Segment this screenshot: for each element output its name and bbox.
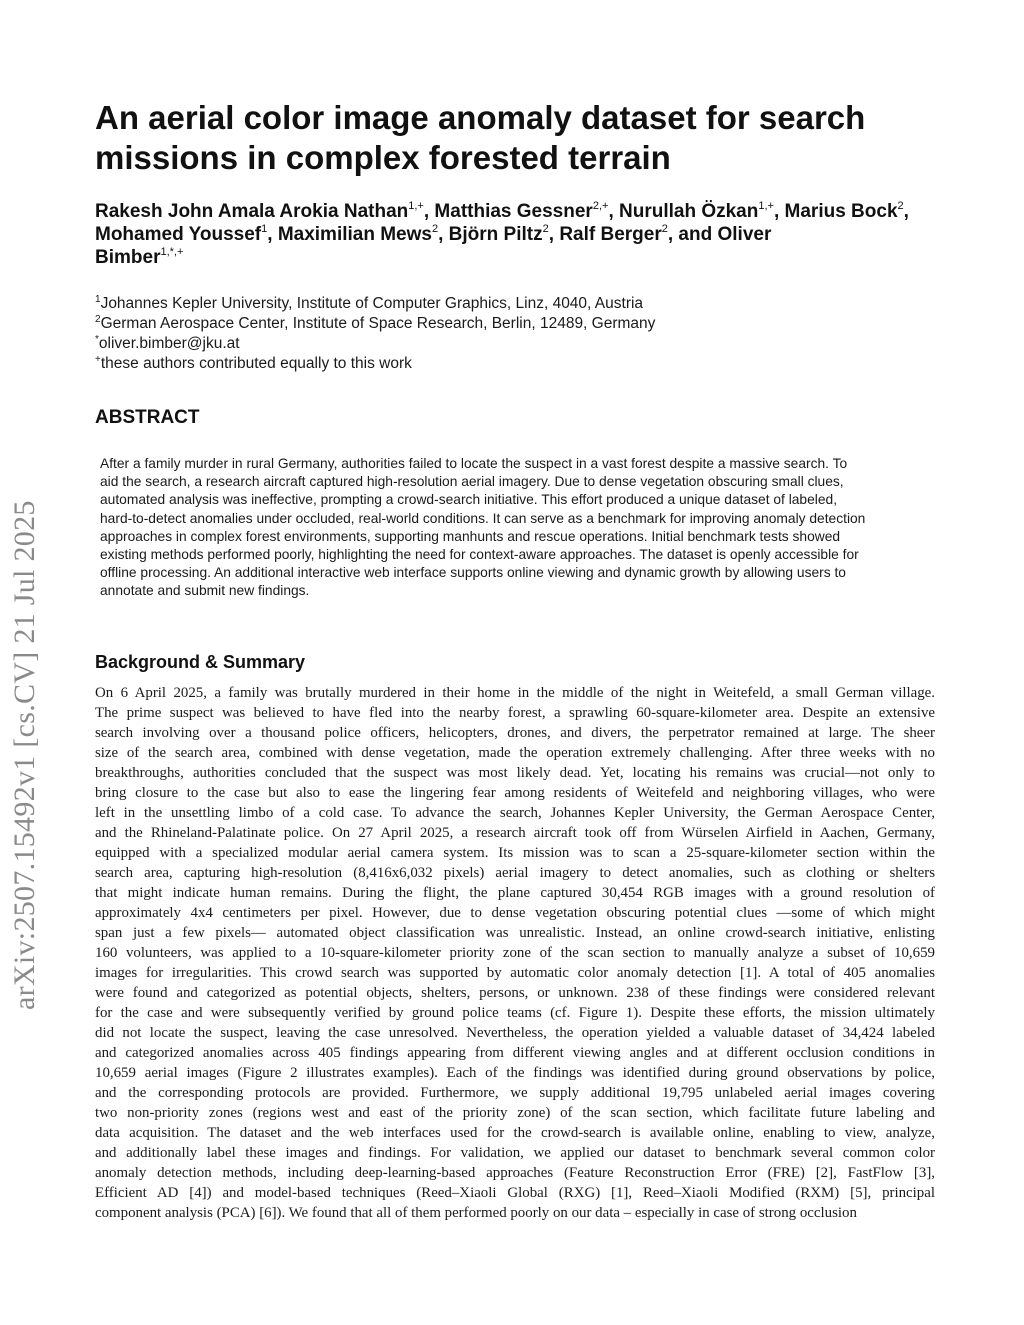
body-line: 160 volunteers, was applied to a 10-square-kilometer priority zone of the scan section to manually analyze a subset of 10,659	[95, 945, 935, 961]
title-line: missions in complex forested terrain	[95, 139, 671, 176]
body-line: search area, capturing high-resolution (8,416x6,032 pixels) aerial imagery to detect anomalies, such as clothing or shelters	[95, 865, 935, 881]
abstract-line: existing methods performed poorly, highlighting the need for context-aware approaches. The dataset is openly accessible for	[100, 547, 859, 563]
body-line: anomaly detection methods, including deep-learning-based approaches (Feature Reconstruction Error (FRE) [2], FastFlow [3],	[95, 1165, 935, 1181]
body-line: did not locate the suspect, leaving the case unresolved. Nevertheless, the operation yielded a valuable dataset of 34,424 labeled	[95, 1025, 935, 1041]
author-name: Matthias Gessner	[434, 201, 593, 222]
abstract-heading: ABSTRACT	[95, 407, 200, 428]
author-name: Mohamed Youssef	[95, 224, 262, 245]
body-line: breakthroughs, authorities concluded that the suspect was most likely dead. Yet, locating his remains was crucial—not only to	[95, 765, 935, 781]
affiliation-mark: 1	[95, 294, 101, 305]
body-line: two non-priority zones (regions west and east of the priority zone) of the scan section, which facilitate future labeling and	[95, 1105, 935, 1121]
affiliation-text: German Aerospace Center, Institute of Space Research, Berlin, 12489, Germany	[100, 315, 656, 332]
author-affiliation-mark: 1	[261, 223, 268, 235]
affiliation-item	[95, 294, 895, 314]
abstract-line: hard-to-detect anomalies under occluded, real-world conditions. It can serve as a benchmark for improving anomaly detection	[100, 510, 866, 526]
author-affiliation-mark: 1,+	[758, 200, 774, 212]
body-line: images for irregularities. This crowd search was supported by automatic color anomaly detection [1]. A total of 405 anomalies	[95, 965, 935, 981]
abstract-line: automated analysis was ineffective, prompting a crowd-search initiative. This effort produced a unique dataset of labeled,	[100, 492, 838, 508]
affiliation-item	[95, 354, 895, 374]
body-line: Efficient AD [4]) and model-based techniques (Reed–Xiaoli Global (RXG) [1], Reed–Xiaoli Modified (RXM) [5], principal	[95, 1185, 935, 1201]
abstract-line: approaches in complex forest environments, supporting manhunts and rescue operations. Initial benchmark tests showed	[100, 528, 841, 544]
affiliation-mark: +	[95, 354, 101, 365]
author-name: Maximilian Mews	[277, 224, 432, 245]
author-name: Nurullah Özkan	[619, 201, 759, 222]
author-list: Rakesh John Amala Arokia Nathan$^{1,+}$, Matthias Gessner$^{2,+}$, Nurullah Özkan$^{1,+}$, Marius Bock$^2$, Mohamed Youssef$^1$, Maximilian Mews$^2$, Björn Piltz$^2$, Ralf Berger$^2$, and Oliver Bimber$^{1,*,+}$	[95, 200, 909, 268]
author-name: Björn Piltz	[448, 224, 543, 245]
affiliation-list	[95, 294, 895, 374]
body-line: approximately 4x4 centimeters per pixel. However, due to dense vegetation obscuring potential clues —some of which might	[95, 905, 935, 921]
author-affiliation-mark: 2	[661, 223, 668, 235]
body-line: data acquisition. The dataset and the web interfaces used for the crowd-search is available online, enabling to view, analyze,	[95, 1125, 935, 1141]
author-affiliation-mark: 2	[431, 223, 439, 235]
body-line: were found and categorized as potential objects, shelters, persons, or unknown. 238 of these findings were considered relevant	[95, 985, 935, 1001]
affiliation-text: these authors contributed equally to this work	[100, 355, 412, 372]
paper-title	[95, 98, 955, 178]
abstract-line: annotate and submit new findings.	[100, 583, 310, 599]
body-line: search involving over a thousand police officers, helicopters, drones, and divers, the perpetrator remained at large. The sheer	[95, 725, 935, 741]
author-affiliation-mark: 1,+	[408, 200, 424, 212]
author-name: Bimber	[95, 247, 161, 268]
body-line: that might indicate human remains. During the flight, the plane captured 30,454 RGB images with a ground resolution of	[95, 885, 935, 901]
author-name: Rakesh John Amala Arokia Nathan	[95, 201, 409, 222]
author-conjunction: and Oliver	[678, 224, 772, 245]
author-affiliation-mark: 2	[542, 223, 549, 235]
author-affiliation-mark: 2,+	[592, 200, 609, 212]
author-affiliation-mark: 1,*,+	[160, 246, 184, 258]
affiliation-text: Johannes Kepler University, Institute of Computer Graphics, Linz, 4040, Austria	[100, 295, 644, 312]
affiliation-mark: *	[95, 334, 99, 345]
author-affiliation-mark: 2	[897, 200, 904, 212]
title-line: An aerial color image anomaly dataset for search	[95, 99, 866, 136]
affiliation-item	[95, 314, 895, 334]
corresponding-email[interactable]: oliver.bimber@jku.at	[98, 335, 240, 352]
affiliation-item	[95, 334, 895, 354]
abstract-line: After a family murder in rural Germany, authorities failed to locate the suspect in a vast forest despite a massive search. To	[100, 456, 848, 471]
abstract-line: aid the search, a research aircraft captured high-resolution aerial imagery. Due to dense vegetation obscuring small clues,	[100, 474, 844, 490]
body-line: and the Rhineland-Palatinate police. On 27 April 2025, a research aircraft took off from Würselen Airfield in Aachen, Germany,	[95, 825, 935, 841]
affiliation-mark: 2	[95, 314, 101, 325]
body-line: size of the search area, combined with dense vegetation, made the operation extremely challenging. After three weeks with no	[95, 745, 935, 761]
body-line: bring closure to the case but also to ease the lingering fear among residents of Weitefeld and neighboring villages, who were	[95, 785, 935, 801]
author-name: Marius Bock	[784, 201, 898, 222]
arxiv-identifier-stamp[interactable]: arXiv:2507.15492v1 [cs.CV] 21 Jul 2025	[8, 500, 41, 1010]
background-body	[95, 683, 935, 1223]
abstract-body	[100, 455, 930, 601]
body-line: equipped with a specialized modular aerial camera system. Its mission was to scan a 25-square-kilometer section within the	[95, 845, 935, 861]
body-line: left in the unsettling limbo of a cold case. To advance the search, Johannes Kepler University, the German Aerospace Center,	[95, 805, 935, 821]
abstract-line: offline processing. An additional interactive web interface supports online viewing and dynamic growth by allowing users to	[100, 565, 846, 581]
body-line: 10,659 aerial images (Figure 2 illustrates examples). Each of the findings was identified during ground observations by police,	[95, 1065, 935, 1081]
body-line: On 6 April 2025, a family was brutally murdered in their home in the middle of the night in Weitefeld, a small German village.	[95, 685, 935, 701]
body-line: span just a few pixels— automated object classification was unrealistic. Instead, an online crowd-search initiative, enlisting	[95, 925, 935, 941]
body-line: The prime suspect was believed to have fled into the nearby forest, a sprawling 60-square-kilometer area. Despite an extensive	[95, 705, 935, 721]
author-name: Ralf Berger	[559, 224, 662, 245]
body-line: and categorized anomalies across 405 findings appearing from different viewing angles and at different occlusion conditions in	[95, 1045, 935, 1061]
body-line: and additionally label these images and findings. For validation, we applied our dataset to benchmark several common color	[95, 1145, 935, 1161]
section-heading-background: Background & Summary	[95, 652, 306, 672]
body-line: and the corresponding protocols are provided. Furthermore, we supply additional 19,795 unlabeled aerial images covering	[95, 1085, 935, 1101]
body-line: for the case and were subsequently verified by ground police teams (cf. Figure 1). Despite these efforts, the mission ultimately	[95, 1005, 935, 1021]
body-line: component analysis (PCA) [6]). We found that all of them performed poorly on our data – especially in case of strong occlusion	[95, 1205, 857, 1221]
